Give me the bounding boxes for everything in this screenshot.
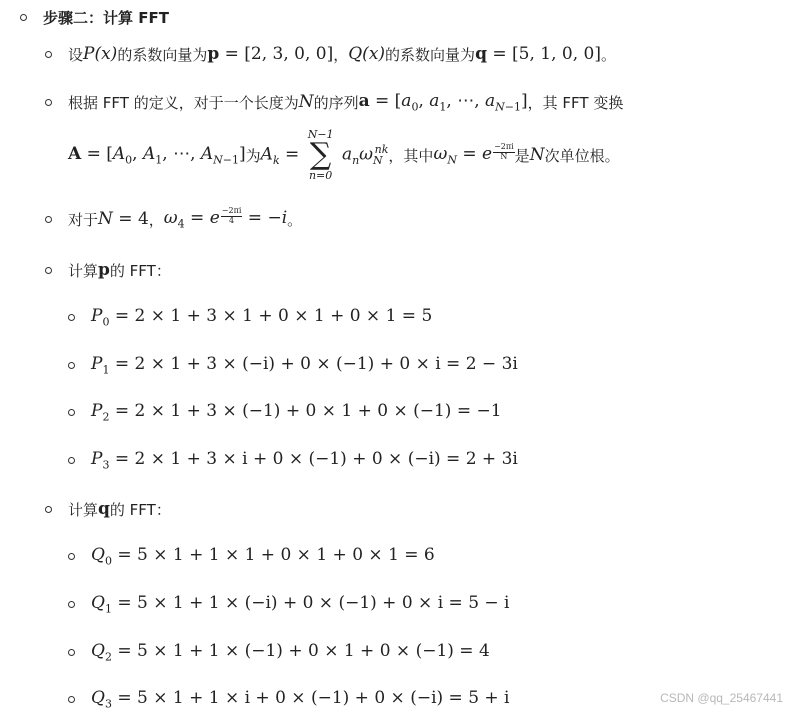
text: 的 FFT： bbox=[109, 261, 171, 280]
fft-definition-line2 bbox=[68, 128, 620, 182]
equation: $P_1 = 2 \times 1 + 3 \times (-i) + 0 \times (-1) + 0 \times i = 2 - 3i$ bbox=[91, 353, 518, 377]
text: 的系数向量为 bbox=[117, 45, 208, 64]
bullet-icon bbox=[45, 506, 52, 513]
bullet-icon bbox=[45, 267, 52, 274]
equation: $Q_3 = 5 \times 1 + 1 \times i + 0 \times (-1) + 0 \times (-i) = 5 + i$ bbox=[91, 687, 510, 711]
n-equals-4-line bbox=[45, 206, 302, 232]
omega-definition: $\omega_N = e$ $\frac{-2\pi i}{N}$ bbox=[433, 142, 514, 167]
text: 。 bbox=[600, 45, 616, 64]
p-function: P(x) bbox=[83, 44, 118, 64]
fft-formula: $A_k$ = N−1 ∑ n=0 $a_n\omega_N^{nk}$ bbox=[260, 128, 389, 182]
step-title-line bbox=[20, 6, 169, 28]
p-result-3 bbox=[68, 447, 518, 473]
bullet-icon bbox=[20, 14, 27, 21]
text: 的序列 bbox=[313, 93, 359, 112]
step-title: 步骤二：计算 FFT bbox=[43, 8, 169, 27]
equation: $Q_2 = 5 \times 1 + 1 \times (-1) + 0 \times 1 + 0 \times (-1) = 4$ bbox=[91, 640, 490, 664]
equation: $P_0 = 2 \times 1 + 3 \times 1 + 0 \times 1 + 0 \times 1 = 5$ bbox=[91, 305, 433, 329]
calc-p-label bbox=[45, 258, 171, 282]
q-result-3 bbox=[68, 686, 510, 712]
sequence-A: $A = [A_0$, $A_1$, ⋯, $A_{N-1}$] bbox=[68, 143, 246, 167]
text: 的 FFT： bbox=[109, 500, 171, 519]
text: 次单位根。 bbox=[544, 146, 620, 165]
text: 对于 bbox=[68, 210, 99, 229]
text: 为 bbox=[245, 146, 261, 165]
bullet-icon bbox=[68, 314, 75, 321]
math-N: N bbox=[298, 92, 314, 112]
q-function: Q(x) bbox=[348, 44, 386, 64]
q-vector: q = [5, 1, 0, 0] bbox=[475, 44, 601, 64]
q-result-2 bbox=[68, 639, 490, 665]
vector-q: q bbox=[98, 499, 110, 519]
p-result-1 bbox=[68, 352, 518, 378]
text: 。 bbox=[287, 210, 303, 229]
equation: $Q_1 = 5 \times 1 + 1 \times (-i) + 0 \times (-1) + 0 \times i = 5 - i$ bbox=[91, 592, 510, 616]
text: 的系数向量为 bbox=[385, 45, 476, 64]
equation: $P_2 = 2 \times 1 + 3 \times (-1) + 0 \times 1 + 0 \times (-1) = -1$ bbox=[91, 400, 502, 424]
sequence-a: $a = [a_0$, $a_1$, ⋯, $a_{N-1}$] bbox=[358, 90, 528, 114]
p-result-0 bbox=[68, 304, 432, 330]
text: ，其中 bbox=[388, 146, 434, 165]
equation: $Q_0 = 5 \times 1 + 1 \times 1 + 0 \times 1 + 0 \times 1 = 6$ bbox=[91, 544, 435, 568]
coefficient-definition bbox=[45, 42, 616, 66]
text: 计算 bbox=[68, 261, 99, 280]
text: 计算 bbox=[68, 500, 99, 519]
vector-p: p bbox=[98, 260, 110, 280]
q-result-1 bbox=[68, 591, 510, 617]
bullet-icon bbox=[45, 99, 52, 106]
bullet-icon bbox=[68, 409, 75, 416]
summation-icon: N−1 ∑ n=0 bbox=[307, 128, 334, 182]
text: ， bbox=[148, 210, 164, 229]
q-result-0 bbox=[68, 543, 435, 569]
text: ，其 FFT 变换 bbox=[527, 93, 624, 112]
bullet-icon bbox=[45, 216, 52, 223]
p-vector: p = [2, 3, 0, 0] bbox=[207, 44, 334, 64]
text: 根据 FFT 的定义，对于一个长度为 bbox=[68, 93, 299, 112]
bullet-icon bbox=[68, 696, 75, 703]
text: 设 bbox=[68, 45, 84, 64]
equation: $P_3 = 2 \times 1 + 3 \times i + 0 \times (-1) + 0 \times (-i) = 2 + 3i$ bbox=[91, 448, 518, 472]
bullet-icon bbox=[68, 553, 75, 560]
calc-q-label bbox=[45, 497, 171, 521]
bullet-icon bbox=[68, 601, 75, 608]
bullet-icon bbox=[45, 51, 52, 58]
bullet-icon bbox=[68, 457, 75, 464]
text: ， bbox=[333, 45, 349, 64]
omega-4: $\omega_4 = e$ $\frac{-2\pi i}{4}$ = −i bbox=[163, 206, 288, 231]
watermark: CSDN @qq_25467441 bbox=[660, 691, 783, 705]
n-equals-4: N = 4 bbox=[98, 209, 149, 229]
bullet-icon bbox=[68, 649, 75, 656]
p-result-2 bbox=[68, 399, 502, 425]
math-N: N bbox=[529, 145, 545, 165]
fft-definition-line1 bbox=[45, 90, 623, 114]
text: 是 bbox=[514, 146, 530, 165]
bullet-icon bbox=[68, 362, 75, 369]
